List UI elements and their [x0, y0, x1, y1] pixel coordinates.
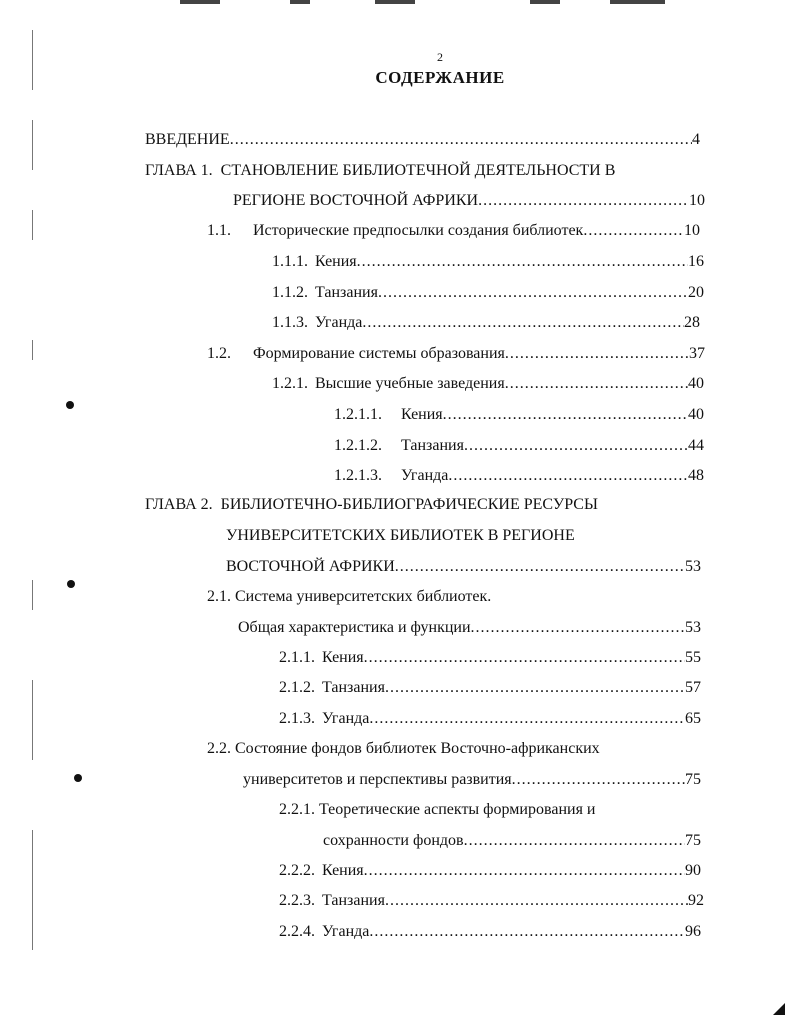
dot-leader [364, 646, 685, 670]
section-number: 2.2.1. [279, 801, 315, 818]
section-title: Уганда [322, 710, 370, 727]
section-title: Общая характеристика и функции [238, 619, 471, 636]
dot-leader [357, 250, 688, 274]
punch-hole-mark [67, 580, 75, 588]
section-title: Уганда [401, 467, 449, 484]
dot-leader [385, 676, 685, 700]
scan-mark [180, 0, 220, 4]
toc-entry-1-2-1[interactable] [272, 372, 704, 396]
toc-entry-title: ВВЕДЕНИЕ [145, 131, 230, 148]
toc-entry-2-2-line1[interactable] [207, 737, 600, 761]
toc-entry-1-1-2[interactable] [272, 281, 704, 305]
chapter-title: ВОСТОЧНОЙ АФРИКИ [226, 558, 395, 575]
chapter-title: СТАНОВЛЕНИЕ БИБЛИОТЕЧНОЙ ДЕЯТЕЛЬНОСТИ В [220, 162, 616, 179]
section-number: 2.1. [207, 588, 231, 605]
section-number: 1.2.1.3. [334, 467, 382, 484]
section-title: университетов и перспективы развития [243, 771, 512, 788]
toc-chapter-2-line2 [226, 524, 575, 548]
toc-entry-2-1-3[interactable] [279, 707, 701, 731]
scan-mark [375, 0, 415, 4]
section-title: Кения [401, 406, 443, 423]
section-number: 1.2. [207, 345, 231, 362]
dot-leader [512, 768, 685, 792]
toc-entry-page: 65 [685, 710, 701, 727]
section-title: Высшие учебные заведения [315, 375, 505, 392]
punch-hole-mark [74, 774, 82, 782]
toc-entry-page: 10 [684, 222, 700, 239]
toc-entry-page: 40 [688, 375, 704, 392]
chapter-label: ГЛАВА 1. [145, 162, 213, 179]
toc-entry-1-1-3[interactable] [272, 311, 700, 335]
section-number: 1.1.1. [272, 253, 308, 270]
toc-entry-1-1[interactable] [207, 219, 700, 243]
section-number: 2.2.2. [279, 862, 315, 879]
punch-hole-mark [66, 401, 74, 409]
toc-entry-2-1-2[interactable] [279, 676, 701, 700]
section-number: 1.2.1. [272, 375, 308, 392]
toc-entry-page: 55 [685, 649, 701, 666]
section-title: Исторические предпосылки создания библиотек [253, 222, 584, 239]
section-number: 1.2.1.1. [334, 406, 382, 423]
page-corner-mark [773, 1003, 785, 1015]
toc-entry-page: 75 [685, 832, 701, 849]
toc-entry-page: 40 [688, 406, 704, 423]
toc-entry-2-1-line1[interactable] [207, 585, 491, 609]
toc-entry-2-2-2[interactable] [279, 859, 701, 883]
section-title: сохранности фондов [323, 832, 464, 849]
toc-entry-1-2[interactable] [207, 342, 705, 366]
section-number: 1.1.2. [272, 284, 308, 301]
dot-leader [443, 403, 688, 427]
toc-entry-page: 44 [688, 437, 704, 454]
toc-entry-page: 20 [688, 284, 704, 301]
toc-entry-intro[interactable] [145, 128, 700, 152]
dot-leader [385, 889, 688, 913]
dot-leader [583, 219, 684, 243]
toc-entry-2-2-3[interactable] [279, 889, 704, 913]
toc-chapter-1-line2[interactable] [233, 189, 705, 213]
scan-mark [610, 0, 665, 4]
toc-chapter-1-line1[interactable] [145, 159, 615, 183]
toc-entry-1-2-1-2[interactable] [334, 434, 704, 458]
dot-leader [230, 128, 692, 152]
chapter-title: РЕГИОНЕ ВОСТОЧНОЙ АФРИКИ [233, 192, 479, 209]
dot-leader [369, 920, 685, 944]
section-number: 2.2. [207, 740, 231, 757]
section-title: Кения [315, 253, 357, 270]
scan-margin-line [32, 830, 33, 950]
dot-leader [448, 464, 688, 488]
scan-mark [290, 0, 310, 4]
toc-entry-page: 53 [685, 619, 701, 636]
section-number: 2.1.1. [279, 649, 315, 666]
toc-entry-page: 96 [685, 923, 701, 940]
scan-margin-line [32, 580, 33, 610]
section-number: 1.1.3. [272, 314, 308, 331]
scan-margin-line [32, 680, 33, 760]
section-number: 2.1.3. [279, 710, 315, 727]
toc-entry-page: 10 [689, 192, 705, 209]
toc-entry-2-1-line2[interactable] [238, 616, 701, 640]
dot-leader [395, 555, 685, 579]
dot-leader [362, 311, 684, 335]
toc-entry-1-2-1-3[interactable] [334, 464, 704, 488]
section-title: Танзания [401, 437, 464, 454]
dot-leader [369, 707, 685, 731]
dot-leader [505, 372, 688, 396]
scan-artifact-top [0, 0, 791, 10]
toc-entry-1-2-1-1[interactable] [334, 403, 704, 427]
page-number: 2 [437, 50, 443, 64]
dot-leader [364, 859, 685, 883]
section-number: 1.2.1.2. [334, 437, 382, 454]
toc-chapter-2-line3[interactable] [226, 555, 701, 579]
page-title: СОДЕРЖАНИЕ [375, 68, 505, 87]
section-title: Уганда [315, 314, 363, 331]
section-title: Система университетских библиотек. [235, 588, 492, 605]
section-number: 1.1. [207, 222, 231, 239]
section-title: Уганда [322, 923, 370, 940]
chapter-label: ГЛАВА 2. [145, 496, 213, 513]
chapter-title: БИБЛИОТЕЧНО-БИБЛИОГРАФИЧЕСКИЕ РЕСУРСЫ [220, 496, 598, 513]
dot-leader [505, 342, 689, 366]
chapter-title: УНИВЕРСИТЕТСКИХ БИБЛИОТЕК В РЕГИОНЕ [226, 527, 575, 544]
toc-entry-page: 37 [689, 345, 705, 362]
toc-entry-page: 16 [688, 253, 704, 270]
scan-margin-line [32, 340, 33, 360]
dot-leader [478, 189, 689, 213]
toc-entry-page: 4 [692, 131, 700, 148]
toc-entry-page: 75 [685, 771, 701, 788]
section-title: Танзания [322, 679, 385, 696]
toc-entry-2-1-1[interactable] [279, 646, 701, 670]
toc-entry-2-2-line2[interactable] [243, 768, 701, 792]
toc-entry-1-1-1[interactable] [272, 250, 704, 274]
toc-chapter-2-line1[interactable] [145, 493, 598, 517]
section-title: Танзания [315, 284, 378, 301]
section-title: Кения [322, 649, 364, 666]
toc-entry-2-2-1-line1[interactable] [279, 798, 595, 822]
toc-entry-2-2-4[interactable] [279, 920, 701, 944]
section-title: Танзания [322, 892, 385, 909]
section-title: Кения [322, 862, 364, 879]
toc-entry-page: 28 [684, 314, 700, 331]
toc-entry-page: 53 [685, 558, 701, 575]
scan-margin-line [32, 120, 33, 170]
toc-entry-page: 57 [685, 679, 701, 696]
toc-entry-page: 92 [688, 892, 704, 909]
dot-leader [471, 616, 685, 640]
dot-leader [464, 434, 688, 458]
scan-mark [530, 0, 560, 4]
section-title: Формирование системы образования [253, 345, 505, 362]
scan-margin-line [32, 210, 33, 240]
toc-entry-2-2-1-line2[interactable] [323, 829, 701, 853]
section-number: 2.1.2. [279, 679, 315, 696]
section-title: Состояние фондов библиотек Восточно-африканских [235, 740, 600, 757]
toc-entry-page: 48 [688, 467, 704, 484]
section-number: 2.2.4. [279, 923, 315, 940]
toc-entry-page: 90 [685, 862, 701, 879]
section-title: Теоретические аспекты формирования и [319, 801, 596, 818]
dot-leader [464, 829, 685, 853]
dot-leader [378, 281, 688, 305]
section-number: 2.2.3. [279, 892, 315, 909]
